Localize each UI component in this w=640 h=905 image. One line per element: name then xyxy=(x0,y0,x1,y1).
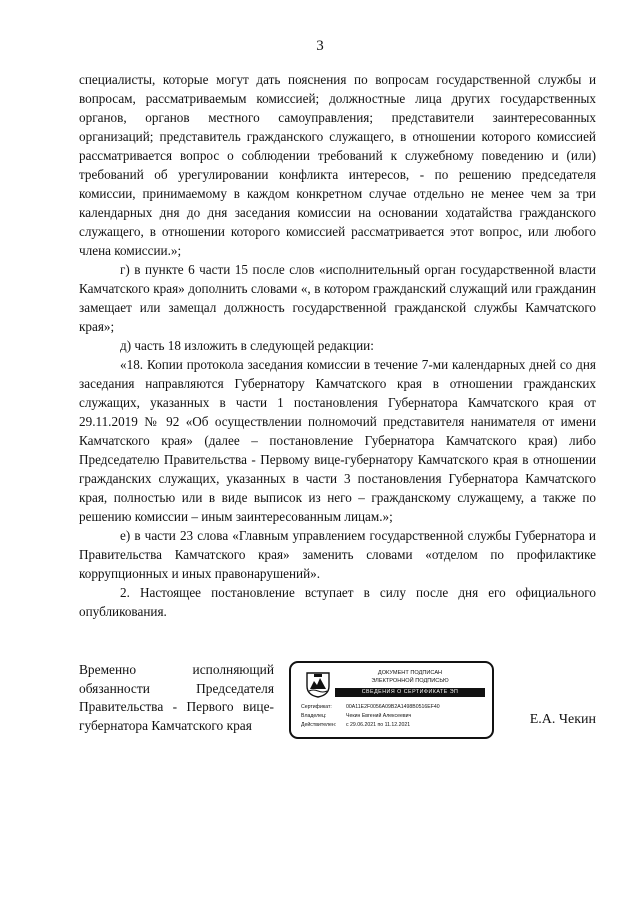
stamp-row-value: 00A11E2F0056A09B2A1498B0516EF40 xyxy=(346,704,440,710)
paragraph: специалисты, которые могут дать пояснения по вопросам государственной службы и вопросам, рассматриваемым комиссией; должностные лица других государственных органов, органов местного самоуправления; представители заинтересованных организаций; представитель гражданского служащего, в отношении которого комиссией рассматривается вопрос о соблюдении требований к служебному поведению и (или) требований об урегулировании конфликта интересов, - по решению председателя комиссии, принимаемому в каждом конкретном случае отдельно не менее чем за три календарных дня до дня заседания комиссии на основании ходатайства гражданского служащего, в отношении которого комиссией рассматривается этот вопрос, или любого члена комиссии.»; xyxy=(79,72,596,258)
paragraph: «18. Копии протокола заседания комиссии в течение 7-ми календарных дней со дня заседания направляются Губернатору Камчатского края в отношении гражданских служащих, указанных в части 1 постановления Губернатора Камчатского края от 29.11.2019 № 92 «Об осуществлении полномочий представителя нанимателя от имени Камчатского края» (далее – постановление Губернатора Камчатского края) либо Председателю Правительства - Первому вице-губернатору Камчатского края в отношении гражданских служащих, указанных в части 3 постановления Губернатора Камчатского края, полностью или в виде выписок из него – гражданскому служащему, а также по решению комиссии – иным заинтересованным лицам.»; xyxy=(79,357,596,524)
paragraph: 2. Настоящее постановление вступает в силу после дня его официального опубликования. xyxy=(79,585,596,619)
stamp-header xyxy=(335,670,485,685)
paragraph: е) в части 23 слова «Главным управлением государственной службы Губернатора и Правительства Камчатского края» заменить словами «отделом по профилактике коррупционных и иных правонарушений». xyxy=(79,528,596,581)
stamp-row-value: с 29.06.2021 по 11.12.2021 xyxy=(346,722,411,728)
position-line: губернатора Камчатского края xyxy=(79,717,252,733)
position-line: Правительства - Первого вице- xyxy=(79,699,274,714)
paragraph: д) часть 18 изложить в следующей редакции: xyxy=(120,338,374,353)
stamp-row-label: Действителен: xyxy=(301,722,337,728)
paragraph: г) в пункте 6 части 15 после слов «исполнительный орган государственной власти Камчатского края» дополнить словами «, в котором гражданский служащий или гражданин замещает или замещал должность государственной гражданской службы Камчатского края»; xyxy=(79,262,596,334)
signatory-name: Е.А. Чекин xyxy=(529,712,596,727)
position-line: обязанности Председателя xyxy=(79,680,274,696)
position-line: Временно исполняющий xyxy=(79,662,274,677)
stamp-row-label: Сертификат: xyxy=(301,704,332,710)
signatory-position xyxy=(79,661,274,735)
stamp-row-validity xyxy=(301,721,491,730)
page-number: 3 xyxy=(316,38,324,54)
stamp-details xyxy=(301,703,491,730)
coat-of-arms-icon xyxy=(305,670,331,698)
stamp-header-line: ДОКУМЕНТ ПОДПИСАН xyxy=(377,670,443,676)
stamp-row-certificate xyxy=(301,703,491,712)
stamp-certificate-title: СВЕДЕНИЯ О СЕРТИФИКАТЕ ЭП xyxy=(335,688,485,697)
stamp-row-label: Владелец: xyxy=(301,713,327,719)
stamp-row-value: Чекин Евгений Алексеевич xyxy=(346,713,412,719)
stamp-header-line: ЭЛЕКТРОННОЙ ПОДПИСЬЮ xyxy=(371,677,449,684)
stamp-row-owner xyxy=(301,712,491,721)
document-body xyxy=(79,70,596,621)
electronic-signature-stamp xyxy=(289,661,494,739)
